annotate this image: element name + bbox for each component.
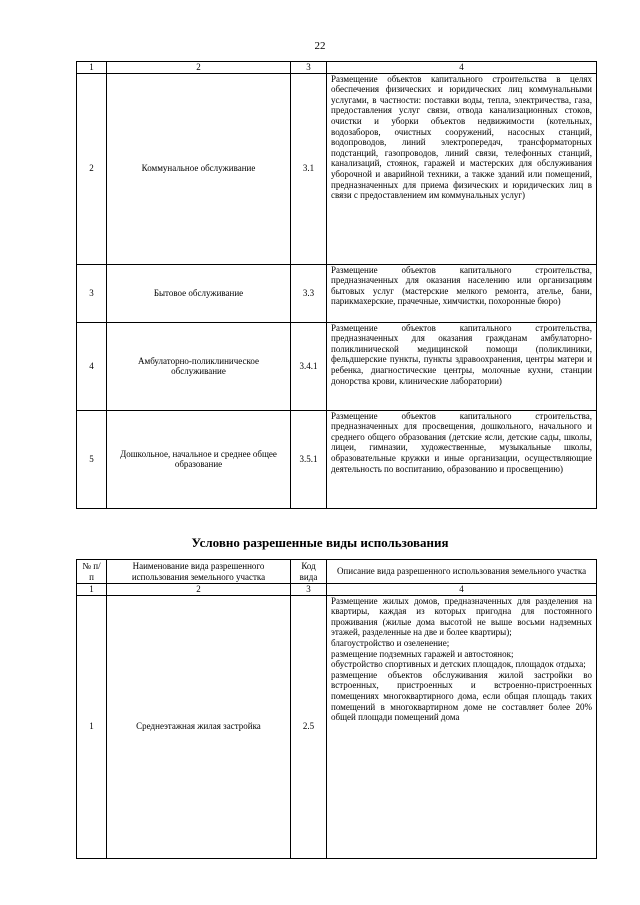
permitted-uses-table — [76, 61, 597, 509]
section-heading: Условно разрешенные виды использования — [191, 535, 449, 550]
column-number: 3 — [291, 62, 327, 74]
column-header: Код вида — [291, 560, 327, 584]
use-name: Коммунальное обслуживание — [107, 73, 291, 264]
column-number: 1 — [77, 584, 107, 596]
use-code: 3.1 — [291, 73, 327, 264]
table-column-numbers — [77, 584, 597, 596]
column-number: 1 — [77, 62, 107, 74]
table-row — [77, 595, 597, 858]
row-number: 3 — [77, 264, 107, 322]
description-line: размещение подземных гаражей и автостоянок; — [331, 648, 514, 659]
description-line: размещение объектов обслуживания жилой застройки во встроенных, пристроенных и встроенно-пристроенных помещениях многоквартирного дома, если общая площадь таких помещений в многоквартирном доме не составляет более 20% общей площади помещений дома — [331, 669, 592, 723]
table-row — [77, 264, 597, 322]
column-header: Описание вида разрешенного использования земельного участка — [327, 560, 597, 584]
use-name: Дошкольное, начальное и среднее общее образование — [107, 410, 291, 508]
use-description: Размещение объектов капитального строительства, предназначенных для оказания гражданам амбулаторно-поликлинической медицинской помощи (поликлиники, фельдшерские пункты, пункты здравоохранения, центры матери и ребенка, диагностические центры, молочные кухни, станции донорства крови, клинические лаборатории) — [327, 322, 597, 410]
use-name: Среднеэтажная жилая застройка — [107, 595, 291, 858]
column-number: 2 — [107, 584, 291, 596]
use-name: Амбулаторно-поликлиническое обслуживание — [107, 322, 291, 410]
row-number: 5 — [77, 410, 107, 508]
column-number: 4 — [327, 584, 597, 596]
row-number: 2 — [77, 73, 107, 264]
use-name: Бытовое обслуживание — [107, 264, 291, 322]
column-number: 4 — [327, 62, 597, 74]
column-header: № п/п — [77, 560, 107, 584]
row-number: 1 — [77, 595, 107, 858]
conditional-uses-table — [76, 559, 597, 859]
description-line: Размещение жилых домов, предназначенных для разделения на квартиры, каждая из которых пригодна для постоянного проживания (жилые дома высотой не выше восьми надземных этажей, разделенные на две и более квартиры); — [331, 595, 592, 638]
use-code: 2.5 — [291, 595, 327, 858]
table-header-row — [77, 560, 597, 584]
table-row — [77, 410, 597, 508]
table-column-numbers — [77, 62, 597, 74]
page-number: 22 — [314, 40, 326, 52]
use-code: 3.5.1 — [291, 410, 327, 508]
use-description: Размещение объектов капитального строительства, предназначенных для просвещения, дошкольного, начального и среднего общего образования (детские ясли, детские сады, школы, лицеи, гимназии, художественные, музыкальные школы, образовательные кружки и иные организации, осуществляющие деятельность по воспитанию, образованию и просвещению) — [327, 410, 597, 508]
use-code: 3.3 — [291, 264, 327, 322]
use-description: Размещение объектов капитального строительства в целях обеспечения физических и юридических лиц коммунальными услугами, в частности: поставки воды, тепла, электричества, газа, предоставления услуг связи, отвода канализационных стоков, очистки и уборки объектов недвижимости (котельных, водозаборов, очистных сооружений, насосных станций, водопроводов, линий электропередач, трансформаторных подстанций, газопроводов, линий связи, телефонных станций, канализаций, стоянок, гаражей и мастерских для обслуживания уборочной и аварийной техники, а также зданий или помещений, предназначенных для приема физических и юридических лиц в связи с предоставлением им коммунальных услуг) — [327, 73, 597, 264]
table-row — [77, 73, 597, 264]
row-number: 4 — [77, 322, 107, 410]
table-row — [77, 322, 597, 410]
column-header: Наименование вида разрешенного использования земельного участка — [107, 560, 291, 584]
description-line: обустройство спортивных и детских площадок, площадок отдыха; — [331, 659, 586, 670]
use-description — [327, 595, 597, 858]
column-number: 2 — [107, 62, 291, 74]
column-number: 3 — [291, 584, 327, 596]
description-line: благоустройство и озеленение; — [331, 637, 450, 648]
use-description: Размещение объектов капитального строительства, предназначенных для оказания населению или организациям бытовых услуг (мастерские мелкого ремонта, ателье, бани, парикмахерские, прачечные, химчистки, похоронные бюро) — [327, 264, 597, 322]
use-code: 3.4.1 — [291, 322, 327, 410]
